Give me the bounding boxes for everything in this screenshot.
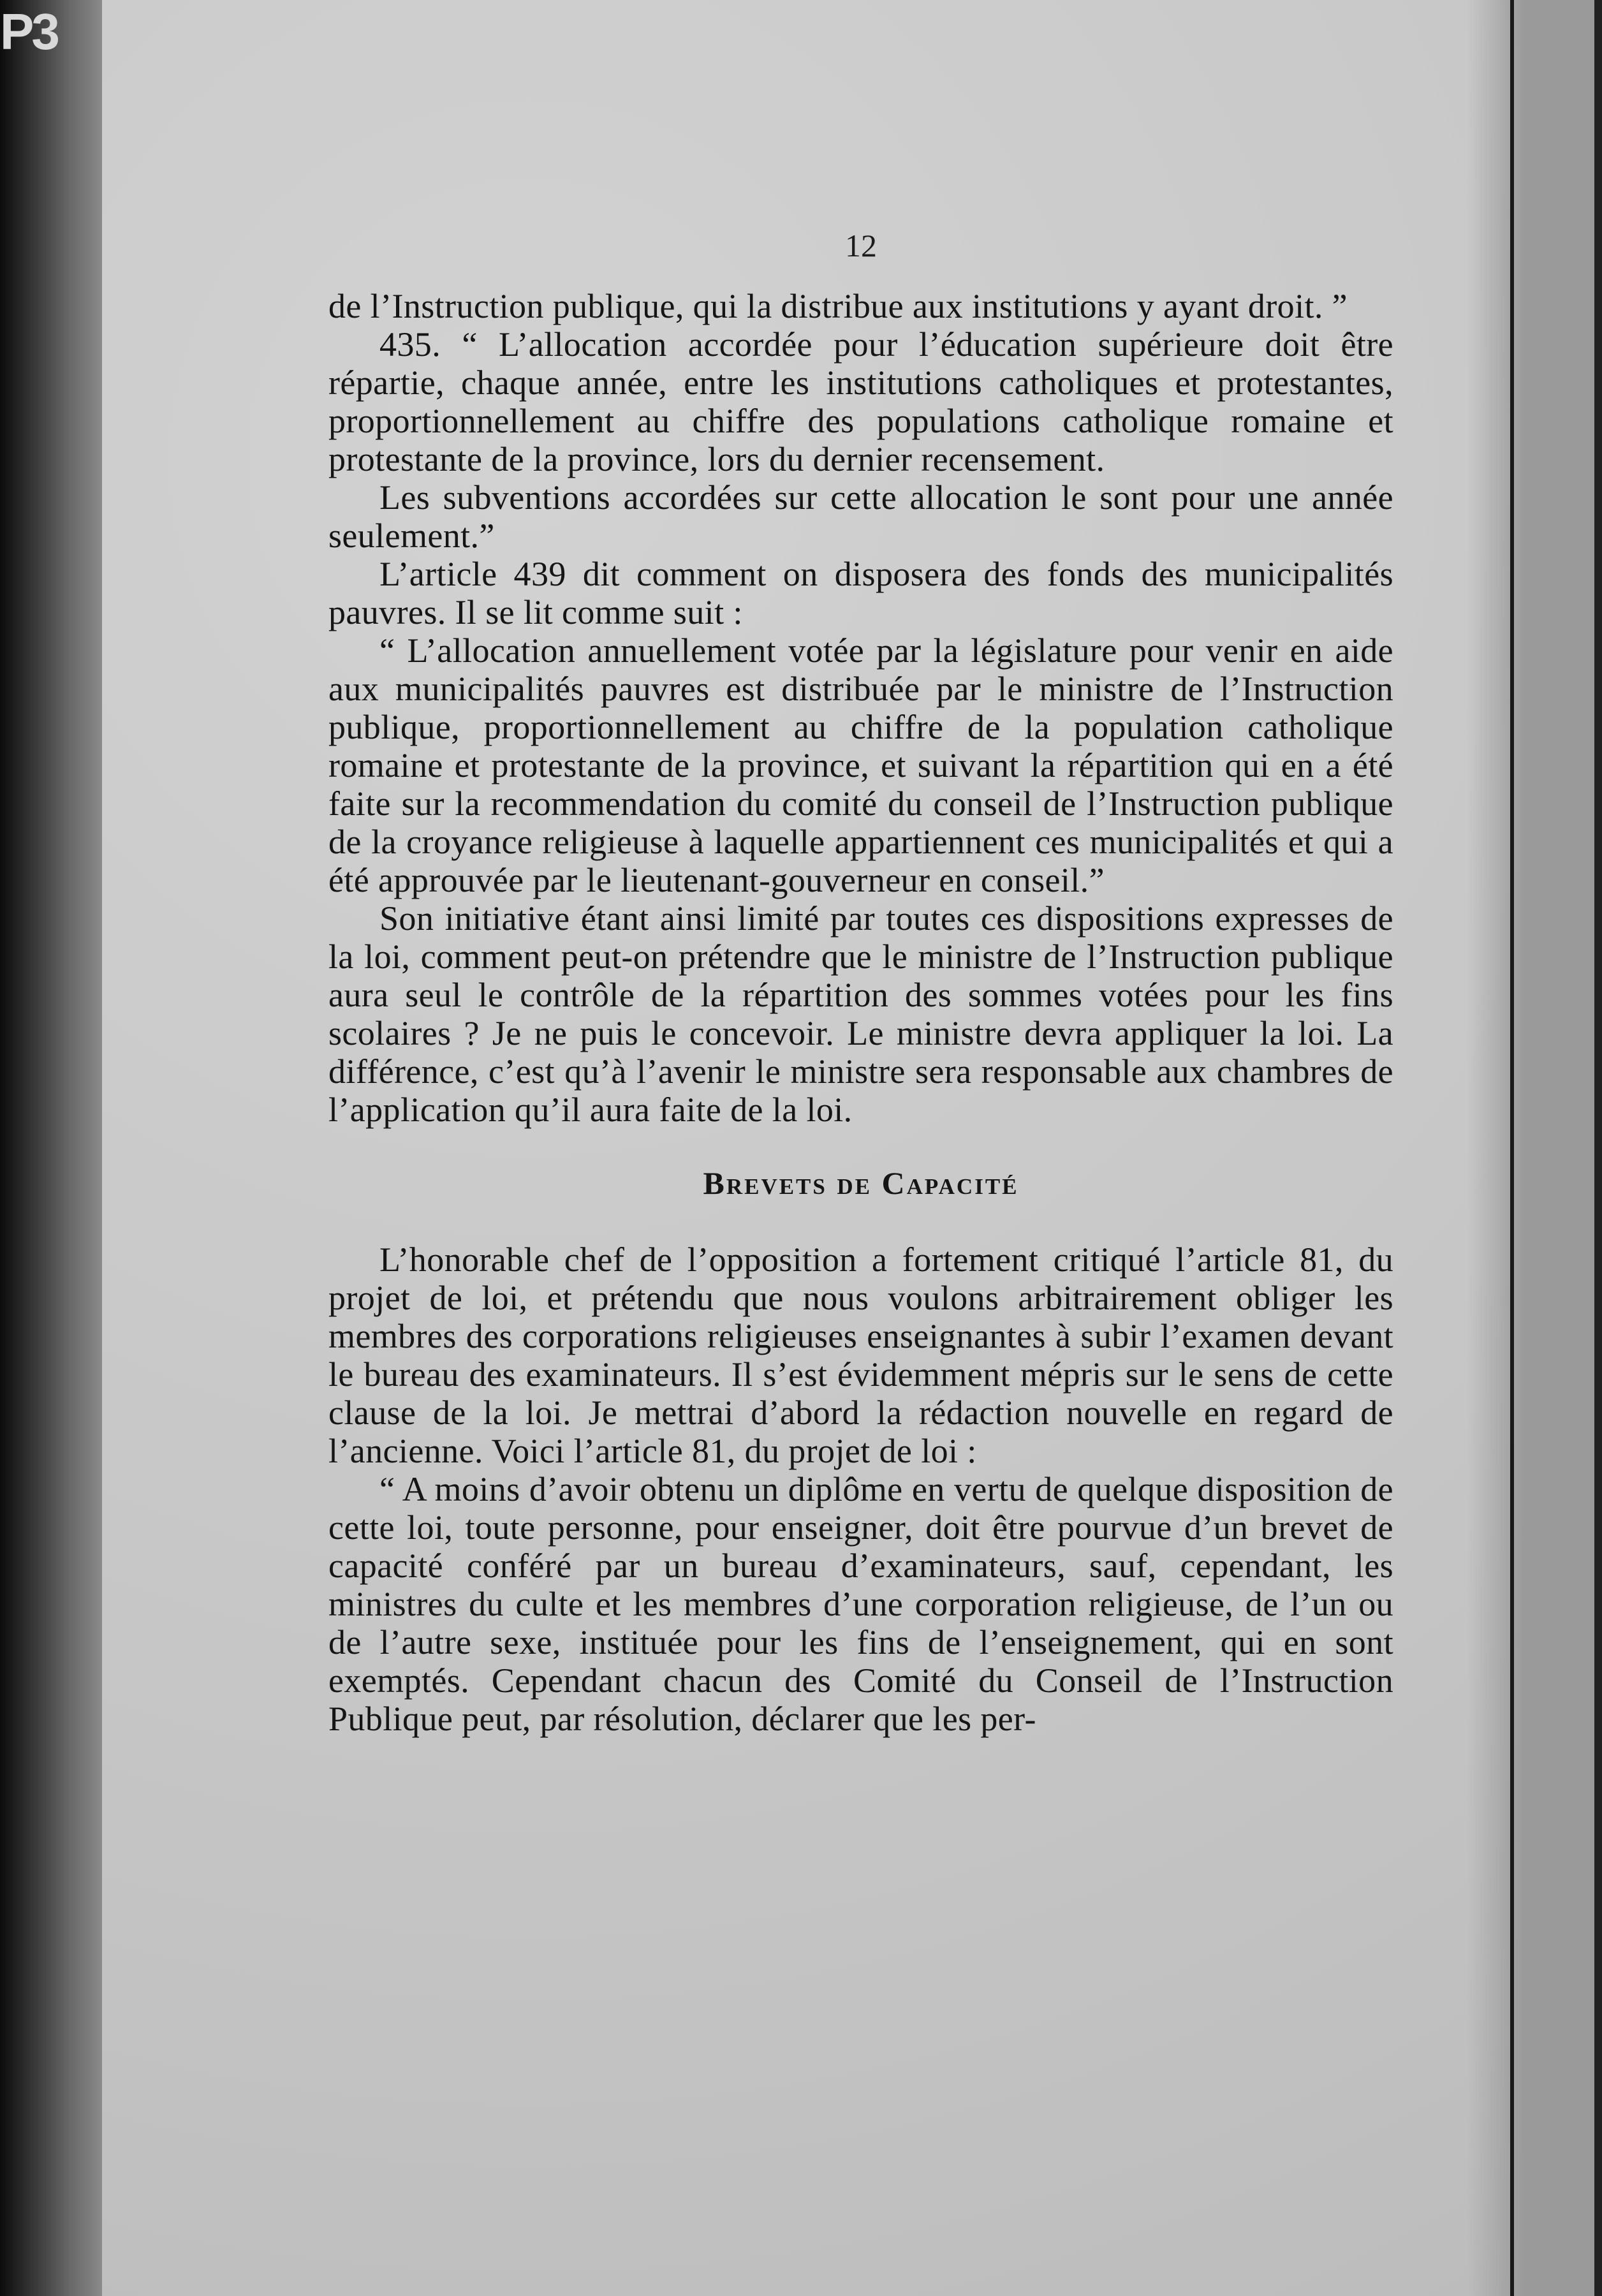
margin-mark: P3 [0,3,57,60]
paragraph: 435. “ L’allocation accordée pour l’éducation supérieure doit être répartie, chaque année, entre les institutions catholiques et protestantes, proportionnellement au chiffre des populations catholique romaine et protestante de la province, lors du dernier recensement. [328,325,1393,478]
body-text [328,287,1393,1738]
section-heading: Brevets de Capacité [703,1165,1019,1201]
paragraph: “ L’allocation annuellement votée par la législature pour venir en aide aux municipalités pauvres est distribuée par le ministre de l’Instruction publique, proportionnellement au chiffre de la population catholique romaine et protestante de la province, et suivant la répartition qui en a été faite sur la recommendation du comité du conseil de l’Instruction publique de la croyance religieuse à laquelle appartiennent ces municipalités et qui a été approuvée par le lieutenant-gouverneur en conseil.” [328,631,1393,899]
paragraph: Les subventions accordées sur cette allocation le sont pour une année seulement.” [328,478,1393,555]
paragraph: L’honorable chef de l’opposition a fortement critiqué l’article 81, du projet de loi, et prétendu que nous voulons arbitrairement obliger les membres des corporations religieuses enseignantes à subir l’examen devant le bureau des examinateurs. Il s’est évidemment mépris sur le sens de cette clause de la loi. Je mettrai d’abord la rédaction nouvelle en regard de l’ancienne. Voici l’article 81, du projet de loi : [328,1240,1393,1470]
paragraph: L’article 439 dit comment on disposera des fonds des municipalités pauvres. Il se lit comme suit : [328,555,1393,631]
paragraph: de l’Instruction publique, qui la distribue aux institutions y ayant droit. ” [328,287,1348,325]
page-edge-line [1510,0,1514,2296]
page-shadow [1467,0,1524,2296]
scan-right-margin [1524,0,1602,2296]
scan-binding-edge [0,0,102,2296]
paragraph: “ A moins d’avoir obtenu un diplôme en vertu de quelque disposition de cette loi, toute personne, pour enseigner, doit être pourvue d’un brevet de capacité conféré par un bureau d’examinateurs, sauf, cependant, les ministres du culte et les membres d’une corporation religieuse, de l’un ou de l’autre sexe, instituée pour les fins de l’enseignement, qui en sont exemptés. Cependant chacun des Comité du Conseil de l’Instruction Publique peut, par résolution, déclarer que les per- [328,1470,1393,1738]
page-number: 12 [845,228,877,263]
scan-edge-line [1594,0,1602,2296]
paragraph: Son initiative étant ainsi limité par toutes ces dispositions expresses de la loi, comment peut-on prétendre que le ministre de l’Instruction publique aura seul le contrôle de la répartition des sommes votées pour les fins scolaires ? Je ne puis le concevoir. Le ministre devra appliquer la loi. La différence, c’est qu’à l’avenir le ministre sera responsable aux chambres de l’application qu’il aura faite de la loi. [328,899,1393,1129]
